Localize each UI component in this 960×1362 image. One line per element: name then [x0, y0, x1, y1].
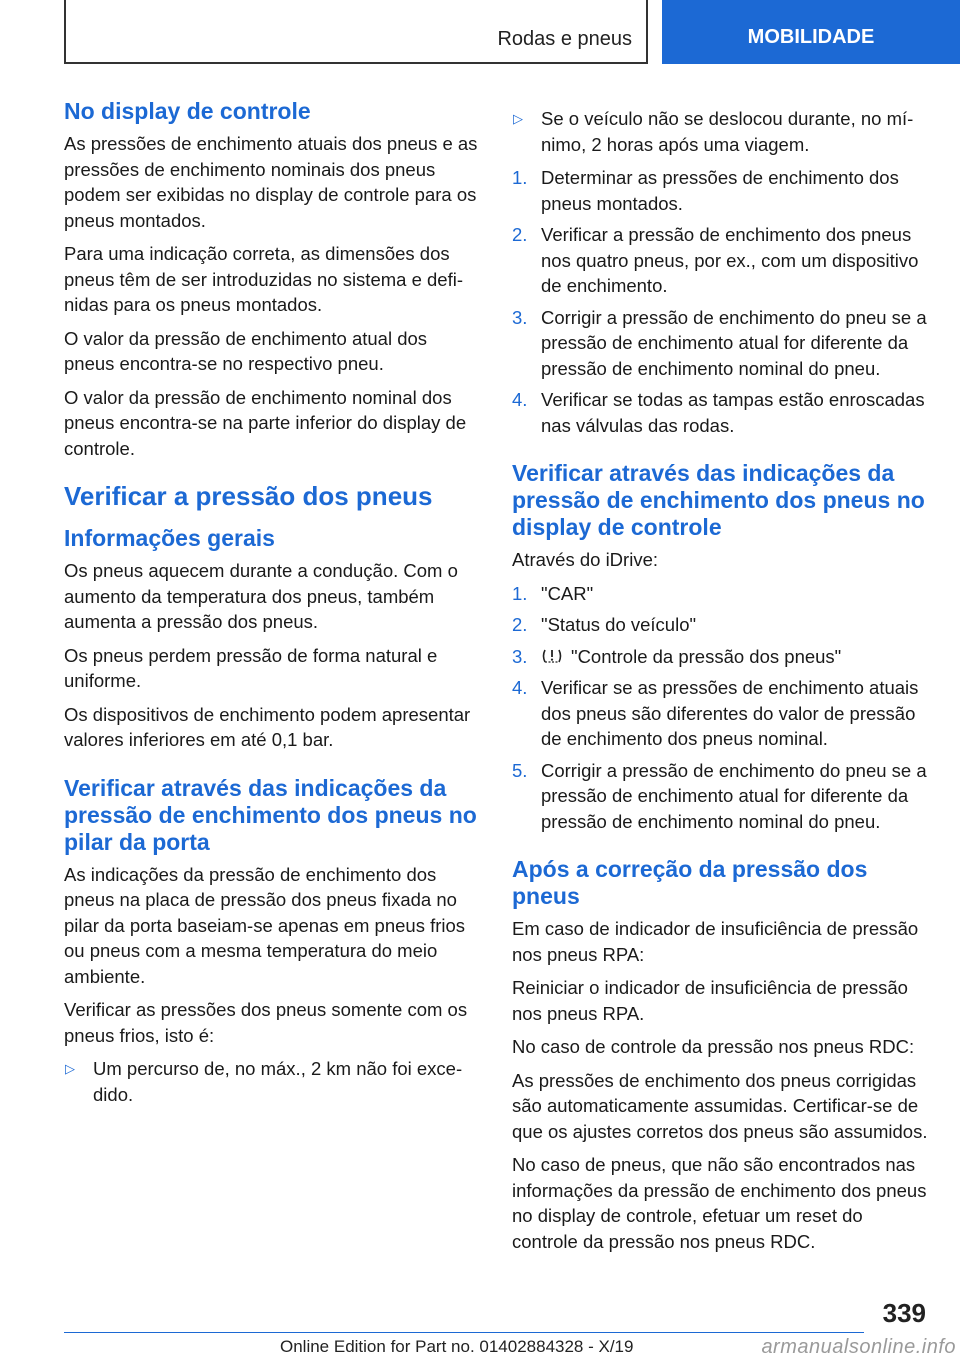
step-number: 1.: [512, 582, 528, 604]
step-item: [512, 581, 928, 607]
step-number: 4.: [512, 677, 528, 698]
step-text: "CAR": [541, 582, 594, 604]
steps-list-check: [512, 165, 928, 438]
paragraph: Através do iDrive:: [512, 549, 658, 570]
header-frame: [64, 0, 648, 64]
heading-display-check: Verificar através das indicações da pressão de enchimento dos pneus no display de controle: [512, 460, 925, 540]
step-number: 2.: [512, 614, 528, 635]
step-item: [512, 165, 928, 216]
step-item: [512, 675, 928, 752]
paragraph: Para uma indicação correta, as dimensões dos pneus têm de ser introduzidas no sistema e definidas para os pneus montados.: [64, 243, 463, 315]
heading-display: No display de controle: [64, 98, 311, 124]
paragraph: As pressões de enchimento dos pneus corrigidas são automaticamente assumidas. Certificar-se de que os ajustes corretos dos pneus são assumidos.: [512, 1069, 928, 1142]
list-item-text: Um percurso de, no máx., 2 km não foi excedido.: [93, 1058, 463, 1105]
step-item: [512, 222, 928, 299]
header-chapter-label: MOBILIDADE: [747, 25, 875, 48]
heading-after-correction: Após a correção da pressão dos pneus: [512, 856, 868, 909]
header-section-title: Rodas e pneus: [497, 28, 632, 50]
paragraph: Os dispositivos de enchimento podem apresentar valores inferiores em até 0,1 bar.: [64, 703, 471, 750]
step-text: Determinar as pressões de enchimento dos pneus montados.: [541, 167, 899, 214]
footer-edition: Online Edition for Part no. 01402884328 - X/19: [280, 1337, 634, 1356]
paragraph: No caso de pneus, que não são encontrados nas informações da pressão de enchimento dos pneus no display de controle, efetuar um reset do controle da pressão nos pneus RDC.: [512, 1154, 927, 1252]
heading-door-pillar: Verificar através das indicações da pressão de enchimento dos pneus no pilar da porta: [64, 774, 477, 855]
step-number: 3.: [512, 645, 528, 667]
step-text: Verificar a pressão de enchimento dos pneus nos quatro pneus, por ex., com um dispositivo de enchimento.: [541, 224, 919, 296]
condition-list: [64, 1056, 480, 1107]
paragraph: As indicações da pressão de enchimento dos pneus na placa de pressão dos pneus fixada no pilar da porta baseiam-se apenas em pneus frios ou pneus com a mesma temperatura do meio ambiente.: [64, 863, 466, 987]
step-number: 1.: [512, 167, 528, 188]
list-item-text: Se o veículo não se deslocou durante, no mínimo, 2 horas após uma viagem.: [541, 108, 914, 155]
paragraph: O valor da pressão de enchimento atual dos pneus encontra-se no respectivo pneu.: [64, 327, 428, 374]
paragraph: Os pneus aquecem durante a condução. Com o aumento da temperatura dos pneus, também aumenta a pressão dos pneus.: [64, 560, 458, 632]
list-item: [64, 1056, 480, 1107]
step-number: 4.: [512, 389, 528, 410]
paragraph: Em caso de indicador de insuficiência de pressão nos pneus RPA:: [512, 918, 919, 965]
footer-divider: [64, 1332, 864, 1333]
page-number: 339: [882, 1298, 926, 1328]
paragraph: O valor da pressão de enchimento nominal dos pneus encontra-se na parte inferior do display de controle.: [64, 386, 467, 459]
heading-general-info: Informações gerais: [64, 525, 275, 551]
step-text: Verificar se todas as tampas estão enroscadas nas válvulas das rodas.: [541, 389, 925, 436]
step-item: [512, 612, 928, 638]
step-text: Corrigir a pressão de enchimento do pneu se a pressão de enchimento atual for diferente da pressão de enchimento nominal do pneu.: [541, 306, 927, 379]
steps-list-idrive: [512, 581, 928, 835]
left-column: [64, 98, 480, 1115]
triangle-bullet-icon: ▷: [513, 111, 523, 126]
paragraph: Os pneus perdem pressão de forma natural e uniforme.: [64, 644, 438, 691]
step-number: 5.: [512, 759, 528, 781]
step-text: "Status do veículo": [541, 614, 697, 635]
paragraph: Verificar as pressões dos pneus somente com os pneus frios, isto é:: [64, 999, 468, 1046]
step-item: [512, 758, 928, 835]
paragraph: No caso de controle da pressão nos pneus RDC:: [512, 1036, 915, 1057]
condition-list-continued: [512, 106, 928, 157]
step-text: Corrigir a pressão de enchimento do pneu se a pressão de enchimento atual for diferente da pressão de enchimento nominal do pneu.: [541, 759, 927, 832]
step-number: 3.: [512, 306, 528, 328]
paragraph: Reiniciar o indicador de insuficiência de pressão nos pneus RPA.: [512, 977, 908, 1024]
step-text: "Controle da pressão dos pneus": [571, 645, 842, 667]
tire-pressure-warning-icon: [541, 647, 563, 665]
paragraph: As pressões de enchimento atuais dos pneus e as pressões de enchimento nominais dos pneus podem ser exibidas no display de controle para os pneus montados.: [64, 133, 478, 231]
step-item: [512, 305, 928, 382]
right-column: [512, 98, 928, 1262]
heading-verify-pressure: Verificar a pressão dos pneus: [64, 481, 433, 511]
step-text: Verificar se as pressões de enchimento atuais dos pneus são diferentes do valor de pressão de enchimento dos pneus nominal.: [541, 677, 919, 749]
step-item: [512, 387, 928, 438]
triangle-bullet-icon: ▷: [65, 1061, 75, 1076]
step-item: [512, 644, 928, 670]
list-item: [512, 106, 928, 157]
footer-watermark: armanualsonline.info: [761, 1336, 956, 1358]
step-number: 2.: [512, 224, 528, 245]
header-chapter-tab: [662, 0, 960, 64]
